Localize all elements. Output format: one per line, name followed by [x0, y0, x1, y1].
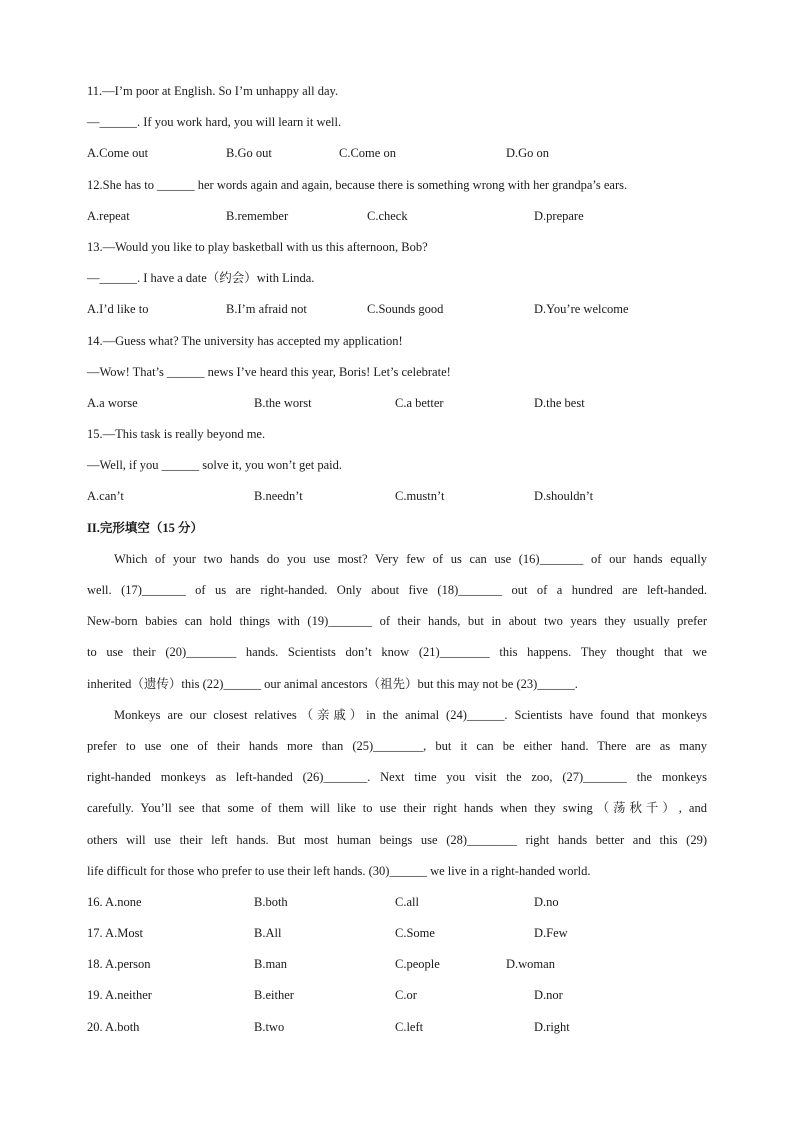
paragraph-line: to use their (20)________ hands. Scientists don’t know (21)________ this happens. They thought that we [87, 645, 707, 660]
question-13-options [87, 294, 707, 325]
option-a: 18. A.person [87, 957, 151, 972]
option-c: C.left [395, 1019, 424, 1034]
option-a: 20. A.both [87, 1019, 140, 1034]
option-b: B.Go out [226, 146, 272, 161]
option-c: C.mustn’t [395, 489, 445, 504]
option-d: D.You’re welcome [534, 302, 629, 317]
option-c: C.check [367, 208, 408, 223]
paragraph-line: inherited（遗传）this (22)______ our animal ancestors（祖先）but this may not be (23)______. [87, 676, 578, 691]
question-11-line-2: —______. If you work hard, you will learn it well. [87, 115, 342, 130]
option-b: B.two [254, 1019, 285, 1034]
option-a: A.I’d like to [87, 302, 149, 317]
question-15-line-2: —Well, if you ______ solve it, you won’t get paid. [87, 458, 342, 473]
option-c: C.people [395, 957, 440, 972]
option-c: C.a better [395, 395, 444, 410]
option-b: B.remember [226, 208, 289, 223]
question-12-options [87, 201, 707, 232]
option-c: C.all [395, 894, 419, 909]
cloze-paragraph-2 [87, 700, 707, 887]
option-c: C.Sounds good [367, 302, 444, 317]
option-a: A.can’t [87, 489, 124, 504]
option-b: B.the worst [254, 395, 312, 410]
paragraph-line: life difficult for those who prefer to use their left hands. (30)______ we live in a right-handed world. [87, 863, 591, 878]
paragraph-line: prefer to use one of their hands more than (25)________, but it can be either hand. There are as many [87, 738, 707, 753]
option-d: D.Go on [506, 146, 550, 161]
cloze-options-19 [87, 980, 707, 1011]
cloze-options-16 [87, 887, 707, 918]
question-12-line-1: 12.She has to ______ her words again and again, because there is something wrong with her grandpa’s ears. [87, 177, 628, 192]
option-b: B.man [254, 957, 287, 972]
paragraph-line: well. (17)_______ of us are right-handed. Only about five (18)_______ out of a hundred are left-handed. [87, 583, 707, 597]
question-14-options [87, 388, 707, 419]
cloze-options-18 [87, 949, 707, 980]
paragraph-line: New-born babies can hold things with (19)_______ of their hands, but in about two years they usually prefer [87, 614, 707, 629]
question-11-line-1: 11.—I’m poor at English. So I’m unhappy all day. [87, 84, 339, 98]
section-heading: II.完形填空（15 分） [87, 520, 203, 535]
option-d: D.Few [534, 926, 568, 941]
option-c: C.Come on [339, 146, 396, 161]
option-b: B.I’m afraid not [226, 302, 307, 317]
question-13-line-1: 13.—Would you like to play basketball with us this afternoon, Bob? [87, 239, 428, 254]
option-b: B.both [254, 894, 288, 909]
option-c: C.Some [395, 926, 435, 941]
paragraph-line: Monkeys are our closest relatives（亲戚）in the animal (24)______. Scientists have found that monkeys [114, 707, 707, 722]
option-b: B.All [254, 926, 282, 941]
paragraph-line: Which of your two hands do you use most? Very few of us can use (16)_______ of our hands equally [114, 551, 707, 566]
option-a: 17. A.Most [87, 926, 143, 941]
question-11-options [87, 138, 707, 169]
option-d: D.shouldn’t [534, 489, 594, 504]
cloze-options-17 [87, 918, 707, 949]
option-c: C.or [395, 988, 417, 1003]
option-d: D.no [534, 894, 559, 909]
worksheet-page [87, 76, 707, 1043]
cloze-paragraph-1 [87, 544, 707, 700]
option-a: A.Come out [87, 146, 149, 161]
question-13-line-2: —______. I have a date（约会）with Linda. [87, 271, 315, 286]
cloze-options-20 [87, 1012, 707, 1043]
option-d: D.prepare [534, 208, 584, 223]
paragraph-line: carefully. You’ll see that some of them will like to use their right hands when they swing（荡秋千）, and [87, 801, 707, 816]
option-d: D.woman [506, 957, 555, 972]
question-15-options [87, 481, 707, 512]
option-b: B.either [254, 988, 294, 1003]
option-d: D.right [534, 1019, 570, 1034]
option-a: 19. A.neither [87, 988, 152, 1003]
option-a: 16. A.none [87, 894, 142, 909]
option-b: B.needn’t [254, 489, 303, 504]
option-a: A.repeat [87, 208, 130, 223]
option-d: D.nor [534, 988, 563, 1003]
paragraph-line: right-handed monkeys as left-handed (26)_______. Next time you visit the zoo, (27)_______ the monkeys [87, 770, 707, 785]
question-15-line-1: 15.—This task is really beyond me. [87, 427, 266, 442]
option-d: D.the best [534, 395, 585, 410]
question-14-line-2: —Wow! That’s ______ news I’ve heard this year, Boris! Let’s celebrate! [87, 364, 451, 379]
question-14-line-1: 14.—Guess what? The university has accepted my application! [87, 333, 403, 348]
paragraph-line: others will use their left hands. But most human beings use (28)________ right hands better and this (29) [87, 832, 707, 847]
option-a: A.a worse [87, 395, 138, 410]
